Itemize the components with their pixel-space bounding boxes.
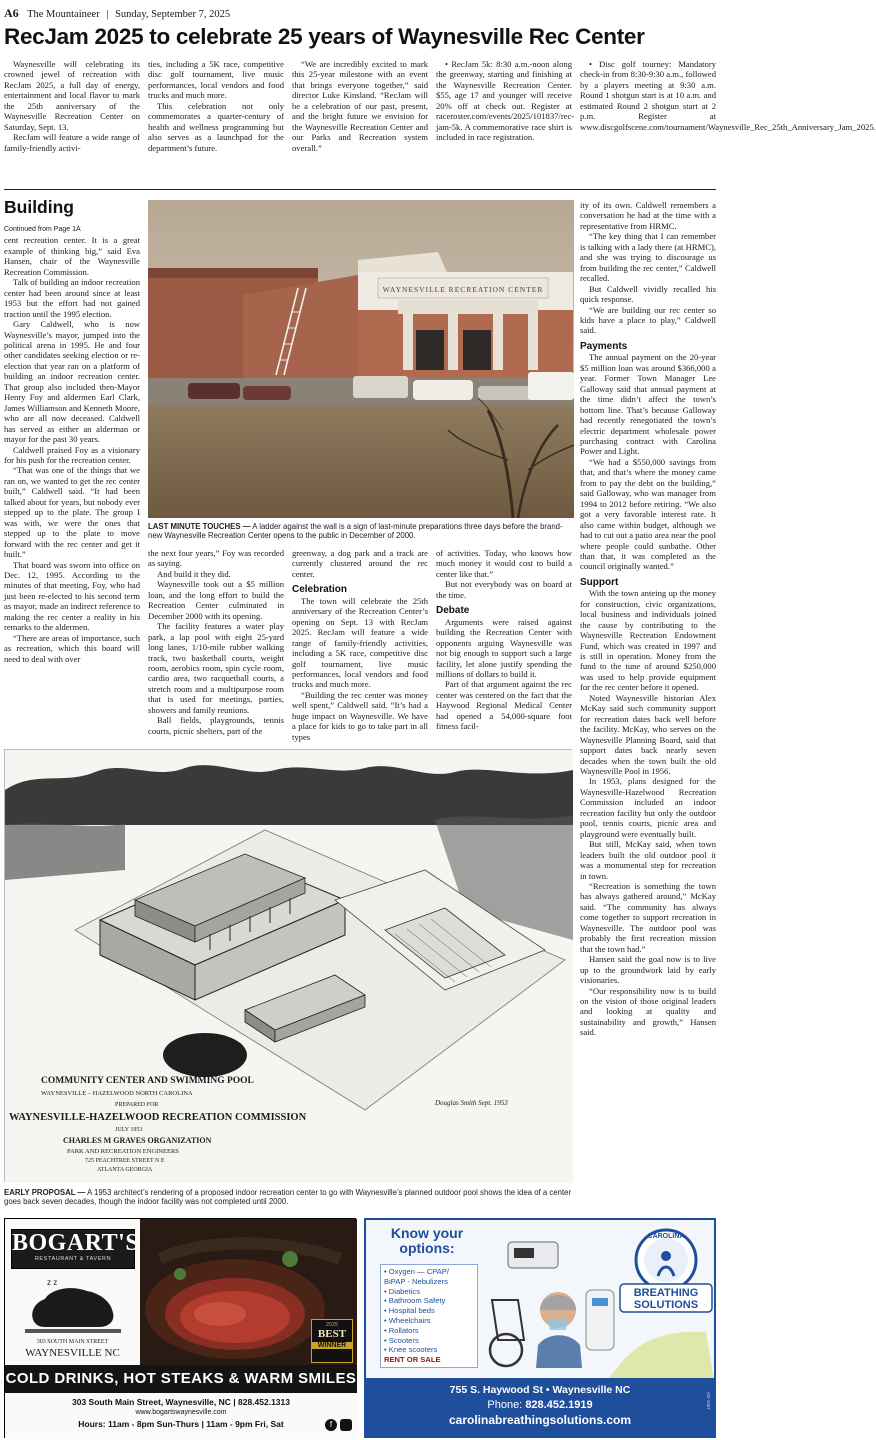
paragraph: Part of that argument against the rec center was centered on the fact that the Haywood Regional Medical Center had opened a 54,000-square foot fitness facil- (436, 679, 572, 732)
page-header: A6 The Mountaineer | Sunday, September 7, 2025 (4, 6, 231, 20)
paragraph: the next four years,” Foy was recorded as saying. (148, 548, 284, 569)
top-story-col-3 (292, 59, 428, 181)
paragraph: The annual payment on the 20-year $5 million loan was around $366,000 a year. Former Town Manager Lee Galloway said that annual payment at the time didn’t affect the town’s bottom line. That’s because Galloway had recently renegotiated the town’s electric department wholesale power purchasing contract with Carolina Power and Light. (580, 352, 716, 457)
equipment-illustration (478, 1240, 618, 1370)
bogarts-logo: BOGART'S (12, 1230, 140, 1256)
paragraph: “The key thing that I can remember is talking with a lady there (at HRMC), and she was trying to discourage us from building the rec center,” Caldwell recalled. (580, 231, 716, 284)
best-badge (311, 1319, 353, 1363)
paragraph: “We are building our rec center so kids have a place to play,” Caldwell said. (580, 304, 716, 336)
caption-lead: EARLY PROPOSAL — (4, 1188, 86, 1197)
svg-text:z z: z z (47, 1278, 58, 1287)
bogarts-hours: Hours: 11am - 8pm Sun-Thurs | 11am - 9pm Fri, Sat (78, 1419, 284, 1429)
top-story-col-5 (580, 59, 876, 181)
badge-best: BEST (317, 1328, 347, 1340)
paragraph: “There are areas of importance, such as recreation, which this board will need to deal with over (4, 632, 140, 664)
photo-caption (148, 522, 574, 541)
paragraph: In 1953, plans designed for the Waynesville-Hazelwood Recreation Commission included an indoor recreation facility but only the outdoor pool, tennis courts, picnic area and playground were eventually built. (580, 776, 716, 839)
rendering-signature: Douglas Smith Sept. 1953 (435, 1099, 508, 1107)
paragraph: Hansen said the goal now is to live up to the groundwork laid by early visionaries. (580, 954, 716, 986)
paragraph: Arguments were raised against building the Recreation Center with opponents arguing Waynesville was not big enough to support such a large facility, let alone justify spending the millions of dollars to build it. (436, 616, 572, 679)
paragraph: “That was one of the things that we ran on, we wanted to get the rec center built,” Caldwell said. “It had been talked about for years, but nobody ever stepped up to the plate. The group I was with, we were the ones that stepped up to the plate to move forward with the rec center and get it built.” (4, 465, 140, 560)
subhead-debate: Debate (436, 605, 470, 617)
continued-note: Continued from Page 1A (4, 226, 81, 233)
paragraph: But Caldwell vividly recalled his quick response. (580, 283, 716, 305)
bogarts-logo-panel (5, 1219, 140, 1365)
instagram-icon[interactable] (340, 1419, 352, 1431)
building-sign: WAYNESVILLE RECREATION CENTER (382, 285, 544, 294)
bear-icon (25, 1275, 121, 1335)
paper-name: The Mountaineer (27, 9, 100, 20)
bogarts-banner: COLD DRINKS, HOT STEAKS & WARM SMILES (5, 1365, 357, 1393)
option-item: • Oxygen — CPAP/ (384, 1267, 449, 1276)
paragraph: The facility features a water play park, a lap pool with eight 25-yard long lanes, 1/10-mile rubber walking track, two basketball courts, weight room, aerobics room, spin cycle room, cardio area, two racquetball courts, a stretch room and a multipurpose room that is used for meetings, parties, showers and family reunions. (148, 621, 284, 715)
paragraph: greenway, a dog park and a track are currently clustered around the rec center. (292, 548, 428, 579)
paragraph: Caldwell praised Foy as a visionary for his push for the recreation center. (4, 444, 140, 465)
logo-mid: BREATHING (633, 1287, 699, 1299)
caption-lead: LAST MINUTE TOUCHES — (148, 522, 251, 531)
option-item: BiPAP - Nebulizers (384, 1276, 448, 1286)
phone-number[interactable]: 828.452.1919 (525, 1399, 593, 1411)
bogarts-town: WAYNESVILLE NC (25, 1347, 120, 1359)
rendering-title-9: ATLANTA GEORGIA (97, 1167, 153, 1173)
building-col-4 (436, 548, 572, 740)
paragraph: Waynesville took out a $5 million loan, and the long effort to build the Recreation Center culminated in December 2000 with its opening. (148, 579, 284, 621)
top-story-col-2 (148, 59, 284, 181)
section-divider (4, 189, 716, 190)
rendering-caption (4, 1188, 572, 1207)
option-item: • Diabetics (384, 1286, 420, 1296)
caption-text: A ladder against the wall is a sign of last-minute preparations three days before the brand-new Waynesville Recreation Center opens to the public in December of 2000. (148, 522, 563, 541)
building-col-2 (148, 548, 284, 740)
paragraph: Talk of building an indoor recreation center had been around since at least 1953 but the effort had not gained traction until the 1995 election. (4, 277, 140, 319)
option-item: • Knee scooters (384, 1345, 438, 1355)
rendering-title-3: PREPARED FOR (115, 1102, 159, 1108)
building-col-1 (4, 225, 140, 740)
building-col-5 (580, 200, 716, 1236)
paragraph: ity of its own. Caldwell remembers a conversation he had at the time with a representative from HRMC. (580, 200, 716, 231)
rec-center-photo (148, 200, 574, 518)
options-list (380, 1264, 478, 1368)
facebook-icon[interactable]: f (325, 1419, 337, 1431)
bogarts-ad[interactable] (4, 1218, 356, 1438)
paragraph: Noted Waynesville historian Alex McKay said such community support for recreation dates back well before the facility. McKay, who serves on the Waynesville Planning Board, said that support dates back nearly seven decades when the town built the old Waynesville Pool in 1956. (580, 692, 716, 777)
rendering-title-2: WAYNESVILLE – HAZELWOOD NORTH CAROLINA (41, 1090, 193, 1097)
logo-top: CAROLINA (647, 1233, 685, 1240)
paragraph: “Building the rec center was money well spent,” Caldwell said. “It’s had a huge impact on Waynesville. We have a place for kids to go to take part in all types (292, 689, 428, 742)
subhead-support: Support (580, 576, 619, 588)
issue-date: Sunday, September 7, 2025 (115, 9, 231, 20)
paragraph: Ball fields, playgrounds, tennis courts, picnic shelters, part of the (148, 715, 284, 736)
subhead-celebration: Celebration (292, 584, 348, 596)
bogarts-info (5, 1393, 357, 1439)
phone-line (366, 1399, 714, 1411)
building-col-3 (292, 548, 428, 740)
bogarts-web[interactable]: www.bogartswaynesville.com (135, 1409, 227, 1416)
contact-bar (366, 1378, 714, 1438)
paragraph: This celebration not only commemorates a quarter-century of health and wellness programming but also serves as a launchpad for the department’s future. (148, 100, 284, 153)
option-item: • Wheelchairs (384, 1315, 431, 1325)
logo-bottom: SOLUTIONS (633, 1299, 699, 1311)
store-address: 755 S. Haywood St • Waynesville NC (449, 1384, 631, 1396)
top-story-col-4 (436, 59, 575, 181)
paragraph: That board was sworn into office on Dec. 12, 1995. According to the minutes of that meeting, Foy, who had just been re-elected to his second term as mayor, made an indirect reference to making the rec center a reality in his remarks to the aldermen. (4, 559, 140, 633)
option-item: • Hospital beds (384, 1306, 435, 1316)
option-item: • Rollators (384, 1325, 419, 1335)
option-item: • Bathroom Safety (384, 1296, 446, 1306)
caption-text: A 1953 architect’s rendering of a proposed indoor recreation center to go with Waynesville’s planned outdoor pool shows the idea of a center goes back seven decades, though the indoor facility was not completed until 2000. (4, 1188, 572, 1207)
rendering-title-1: COMMUNITY CENTER AND SWIMMING POOL (41, 1076, 254, 1086)
paragraph: And build it they did. (157, 568, 231, 579)
rendering-title-7: PARK AND RECREATION ENGINEERS (67, 1148, 179, 1155)
bogarts-logo-box (11, 1229, 140, 1269)
bogarts-logo-sub: RESTAURANT & TAVERN (34, 1256, 112, 1262)
architect-rendering (5, 750, 573, 1183)
rendering-title-6: CHARLES M GRAVES ORGANIZATION (63, 1136, 212, 1145)
top-story-col-1 (4, 59, 140, 181)
paragraph: Waynesville will celebrating its crowned jewel of recreation with RecJam 2025, a full day of energy, entertainment and local flavor to mark the 25th anniversary of the Waynesville Recreation Center on Saturday, Sept. 13. (4, 59, 140, 132)
paragraph: ties, including a 5K race, competitive disc golf tournament, live music performances, local vendors and food trucks and much more. (148, 59, 284, 101)
paragraph: • RecJam 5k: 8:30 a.m.-noon along the greenway, starting and finishing at the Waynesville Recreation Center. $55, age 17 and younger will receive 20% off at check out. Register at raceroster.com/events/2025/101837/rec-jam-5k. A commemorative race shirt is included in race registration. (436, 59, 575, 143)
paragraph: With the town anteing up the money for construction, civic organizations, local business and individuals joined the cause by contributing to the Waynesville Recreation Endowment Fund, which was created in 1997 and is still in operation. Money from the fund to the tune of around $250,000 was used to help provide equipment for the rec center before it opened. (580, 588, 716, 693)
rent-or-sale: RENT OR SALE (384, 1355, 441, 1365)
paragraph: Gary Caldwell, who is now Waynesville’s mayor, jumped into the political arena in 1995. He and four other candidates seeking election or re-election that year ran on a platform of building an indoor recreation center. That group also included then-Mayor Henry Foy and aldermen Earl Clark, James Williamson and Kenneth Moore, who are all now deceased. Caldwell has served as either an alderman or mayor for the past 30 years. (4, 319, 140, 445)
rec-center-illustration (148, 200, 574, 518)
phone-label: Phone: (487, 1399, 523, 1411)
top-headline: RecJam 2025 to celebrate 25 years of Waynesville Rec Center (4, 24, 645, 49)
rendering-title-4: WAYNESVILLE-HAZELWOOD RECREATION COMMISSION (9, 1112, 307, 1123)
rendering-photo (4, 749, 572, 1182)
paragraph: But not everybody was on board at the time. (436, 579, 572, 600)
badge-year: 2025 (325, 1322, 339, 1328)
ad-code: AD-1067 (706, 1392, 711, 1410)
option-item: • Scooters (384, 1335, 419, 1345)
carolina-breathing-ad[interactable] (364, 1218, 716, 1438)
paragraph: But still, McKay said, when town leaders built the old outdoor pool it was a monumental step for recreation in town. (580, 839, 716, 881)
bogarts-address: 303 South Main Street, Waynesville, NC | 828.452.1313 (72, 1397, 290, 1407)
bogarts-small-address: 303 SOUTH MAIN STREET (36, 1339, 109, 1345)
paragraph: “We had a $550,000 savings from that, and that’s where the money came from to pay the debt on the building,” said Galloway, who was manager from 1994 to 2012 before retiring. “We also got a very favorable interest rate. It also came within budget, although we had to cut out a patio area near the pool where people could sunbathe. Other than that, it was completed as the council originally wanted.” (580, 456, 716, 572)
carolina-breathing-logo (618, 1226, 714, 1314)
section-title: Building (4, 197, 74, 217)
paragraph: “We are incredibly excited to mark this 25-year milestone with an event that brings everyone together,” said director Luke Kinsland. “RecJam will be a celebration of our past, present, and the bright future we envision for the Waynesville Recreation Center and our Parks and Recreation system overall.” (292, 59, 428, 153)
paragraph: The town will celebrate the 25th anniversary of the Recreation Center’s opening on Sept. 13 with RecJam 2025. RecJam will feature a wide range of family-friendly activities, including a 5K race, competitive disc golf tournament, live music performances, local vendors and food trucks and much more. (292, 595, 428, 690)
paragraph: of activities. Today, who knows how much money it would cost to build a center like that.” (436, 548, 572, 579)
page-number: A6 (4, 6, 19, 20)
paragraph: cent recreation center. It is a great example of thinking big,” said Eva Hansen, chair of the Waynesville Recreation Commission. (4, 235, 140, 277)
rendering-title-8: 725 PEACHTREE STREET N E (85, 1158, 165, 1164)
website-link[interactable]: carolinabreathingsolutions.com (448, 1413, 632, 1427)
paragraph: RecJam will feature a wide range of family-friendly activi- (4, 132, 140, 153)
paragraph: “Recreation is something the town has always gathered around,” McKay said. “The community has always come together to support recreation in Waynesville. The outdoor pool was probably the first recreation mission that the town had.” (580, 881, 716, 954)
paragraph: “Our responsibility now is to build on the vision of those original leaders and looking at quality and sustainability and growth,” Hansen said. (580, 985, 716, 1038)
badge-winner: WINNER (312, 1342, 352, 1349)
rendering-title-5: JULY 1953 (115, 1127, 143, 1133)
ad-headline: Know your options: (390, 1225, 464, 1256)
paragraph: • Disc golf tourney: Mandatory check-in from 8:30-9:30 a.m., followed by a players meeting at 9:30 a.m. Round 1 shotgun start is at 10 a.m. and estimated Round 2 shotgun start at 2 p.m. Register at www.discgolfscene.com/tournament/Waynesville_Rec_25th_Anniversary_Jam_2025. (580, 59, 876, 132)
subhead-payments: Payments (580, 340, 628, 352)
